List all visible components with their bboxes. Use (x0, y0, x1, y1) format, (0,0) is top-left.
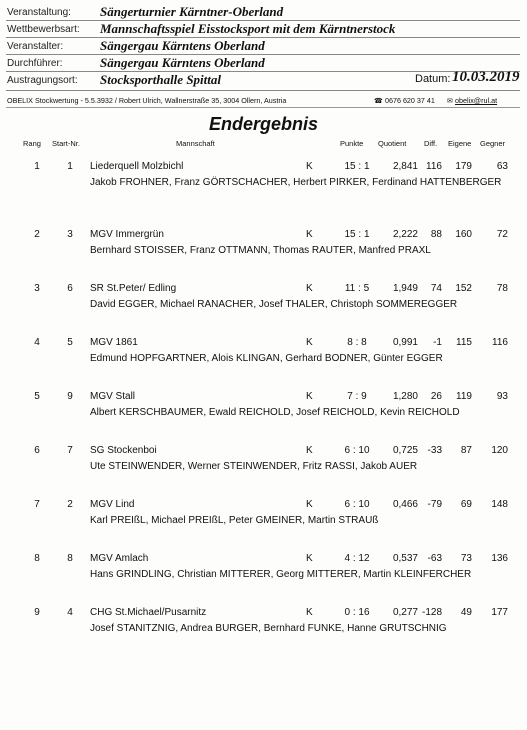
team-name-cell: CHG St.Michael/Pusarnitz (90, 607, 207, 618)
points-cell: 11 : 5 (344, 283, 370, 294)
start-number-cell: 7 (67, 445, 73, 456)
organizer-address: OBELIX Stockwertung - 5.5.3932 / Robert Ulrich, Wallnerstraße 35, 3004 Ollern, Austria (7, 96, 287, 105)
diff-cell: -128 (421, 607, 442, 618)
quotient-cell: 0,991 (392, 337, 418, 348)
team-members: Karl PREIßL, Michael PREIßL, Peter GMEINER, Martin STRAUß (90, 515, 379, 526)
team-name-cell: MGV Immergrün (90, 229, 164, 240)
diff-cell: 74 (430, 283, 442, 294)
team-name-cell: MGV Lind (90, 499, 135, 510)
austragungsort-value: Stocksporthalle Spittal (100, 72, 221, 87)
team-members: Edmund HOPFGARTNER, Alois KLINGAN, Gerhard BODNER, Günter EGGER (90, 353, 443, 364)
veranstalter-label: Veranstalter: (7, 41, 64, 52)
gegner-cell: 63 (496, 161, 508, 172)
quotient-cell: 0,277 (392, 607, 418, 618)
rang-cell: 3 (34, 283, 40, 294)
diff-cell: 26 (430, 391, 442, 402)
class-cell: K (306, 553, 313, 564)
durchfuehrer-label: Durchführer: (7, 58, 63, 69)
envelope-icon: ✉ (447, 96, 454, 105)
points-cell: 0 : 16 (344, 607, 370, 618)
email-contact[interactable] (447, 96, 497, 105)
veranstaltung-label: Veranstaltung: (7, 7, 71, 18)
class-cell: K (306, 161, 313, 172)
start-number-cell: 9 (67, 391, 73, 402)
austragungsort-label: Austragungsort: (7, 75, 78, 86)
start-number-cell: 8 (67, 553, 73, 564)
team-members: Josef STANITZNIG, Andrea BURGER, Bernhard FUNKE, Hanne GRUTSCHNIG (90, 623, 447, 634)
gegner-cell: 116 (492, 337, 508, 348)
points-cell: 6 : 10 (344, 445, 370, 456)
eigene-cell: 179 (455, 161, 472, 172)
diff-cell: -63 (427, 553, 442, 564)
gegner-cell: 120 (491, 445, 508, 456)
diff-cell: -1 (433, 337, 442, 348)
diff-cell: -33 (427, 445, 442, 456)
team-members: Hans GRINDLING, Christian MITTERER, Georg MITTERER, Martin KLEINFERCHER (90, 569, 472, 580)
quotient-cell: 1,280 (392, 391, 418, 402)
class-cell: K (306, 229, 313, 240)
team-name-cell: Liederquell Molzbichl (90, 161, 184, 172)
team-name-cell: MGV Amlach (90, 553, 149, 564)
header-punkte: Punkte (340, 139, 364, 148)
header-mannschaft: Mannschaft (176, 139, 215, 148)
class-cell: K (306, 283, 313, 294)
eigene-cell: 115 (456, 337, 472, 348)
rang-cell: 6 (34, 445, 40, 456)
class-cell: K (306, 607, 313, 618)
team-name-cell: MGV Stall (90, 391, 136, 402)
start-number-cell: 1 (67, 161, 73, 172)
points-cell: 7 : 9 (347, 391, 367, 402)
eigene-cell: 73 (460, 553, 472, 564)
start-number-cell: 6 (67, 283, 73, 294)
points-cell: 15 : 1 (344, 161, 370, 172)
wettbewerbsart-label: Wettbewerbsart: (7, 24, 80, 35)
diff-cell: -79 (427, 499, 442, 510)
team-members: Jakob FROHNER, Franz GÖRTSCHACHER, Herbert PIRKER, Ferdinand HATTENBERGER (90, 177, 502, 188)
rang-cell: 4 (34, 337, 40, 348)
header-startnr: Start-Nr. (52, 139, 80, 148)
team-members: David EGGER, Michael RANACHER, Josef THALER, Christoph SOMMEREGGER (90, 299, 458, 310)
team-name-cell: SG Stockenboi (90, 445, 157, 456)
start-number-cell: 4 (67, 607, 73, 618)
class-cell: K (306, 337, 313, 348)
gegner-cell: 93 (496, 391, 508, 402)
datum-value: 10.03.2019 (452, 69, 520, 85)
start-number-cell: 2 (67, 499, 73, 510)
gegner-cell: 177 (491, 607, 508, 618)
team-members: Bernhard STOISSER, Franz OTTMANN, Thomas RAUTER, Manfred PRAXL (90, 245, 431, 256)
wettbewerbsart-value: Mannschaftsspiel Eisstocksport mit dem Kärntnerstock (100, 21, 396, 36)
points-cell: 15 : 1 (344, 229, 370, 240)
rang-cell: 8 (34, 553, 40, 564)
class-cell: K (306, 499, 313, 510)
rang-cell: 2 (34, 229, 40, 240)
quotient-cell: 0,466 (392, 499, 418, 510)
datum-label: Datum: (415, 73, 451, 85)
header-rang: Rang (23, 139, 41, 148)
points-cell: 6 : 10 (344, 499, 370, 510)
durchfuehrer-value: Sängergau Kärntens Oberland (100, 55, 265, 70)
quotient-cell: 2,841 (392, 161, 418, 172)
page-title: Endergebnis (208, 114, 319, 134)
gegner-cell: 148 (491, 499, 508, 510)
eigene-cell: 152 (455, 283, 472, 294)
rang-cell: 7 (34, 499, 40, 510)
rang-cell: 9 (34, 607, 40, 618)
email-link[interactable]: obelix@rul.at (455, 96, 498, 105)
phone-number: 0676 620 37 41 (384, 96, 435, 105)
class-cell: K (306, 391, 313, 402)
team-name-cell: MGV 1861 (90, 337, 138, 348)
team-name-cell: SR St.Peter/ Edling (90, 283, 177, 294)
points-cell: 4 : 12 (344, 553, 370, 564)
team-members: Albert KERSCHBAUMER, Ewald REICHOLD, Josef REICHOLD, Kevin REICHOLD (90, 407, 460, 418)
header-diff: Diff. (424, 139, 438, 148)
diff-cell: 88 (430, 229, 442, 240)
eigene-cell: 119 (456, 391, 472, 402)
veranstaltung-value: Sängerturnier Kärntner-Oberland (100, 4, 284, 19)
gegner-cell: 72 (496, 229, 508, 240)
rang-cell: 5 (34, 391, 40, 402)
start-number-cell: 3 (67, 229, 73, 240)
quotient-cell: 1,949 (392, 283, 418, 294)
header-quotient: Quotient (378, 139, 407, 148)
header-gegner: Gegner (480, 139, 506, 148)
quotient-cell: 0,537 (392, 553, 418, 564)
rang-cell: 1 (34, 161, 40, 172)
start-number-cell: 5 (67, 337, 73, 348)
header-eigene: Eigene (448, 139, 472, 148)
team-members: Ute STEINWENDER, Werner STEINWENDER, Fritz RASSI, Jakob AUER (90, 461, 418, 472)
gegner-cell: 136 (491, 553, 508, 564)
eigene-cell: 87 (460, 445, 472, 456)
diff-cell: 116 (426, 161, 442, 172)
divider (6, 90, 520, 91)
eigene-cell: 160 (455, 229, 472, 240)
class-cell: K (306, 445, 313, 456)
gegner-cell: 78 (496, 283, 508, 294)
phone-contact (374, 96, 435, 105)
veranstalter-value: Sängergau Kärntens Oberland (100, 38, 265, 53)
divider (6, 71, 520, 72)
quotient-cell: 2,222 (392, 229, 418, 240)
eigene-cell: 69 (460, 499, 472, 510)
divider (6, 107, 520, 108)
quotient-cell: 0,725 (392, 445, 418, 456)
phone-icon: ☎ (374, 96, 383, 105)
points-cell: 8 : 8 (347, 337, 367, 348)
eigene-cell: 49 (460, 607, 472, 618)
